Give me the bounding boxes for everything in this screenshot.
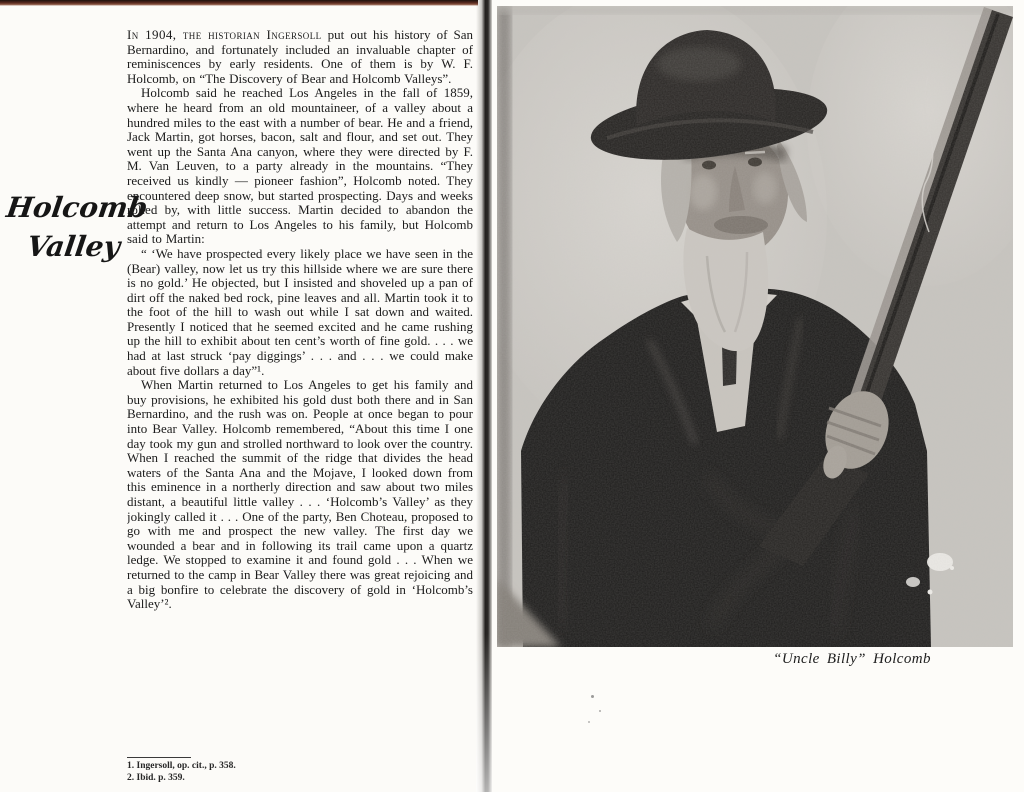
page-top-edge (0, 0, 478, 6)
dust-speck (591, 695, 594, 698)
paragraph-2: Holcomb said he reached Los Angeles in the fall of 1859, where he heard from an old mountaineer, of a valley about a hundred miles to the east with a number of bear. He and a friend, Jack Martin, got horses, bacon, salt and flour, and set out. They went up the Santa Ana canyon, where they were directed by F. M. Van Leuven, to a party already in the mountains. “They received us kindly — pioneer fashion”, Holcomb noted. They encountered deep snow, but started prospecting. Days and weeks rolled by, with little success. Martin decided to abandon the attempt and return to Los Angeles to his family, but Holcomb said to Martin: (127, 85, 473, 247)
footnote-1: 1. Ingersoll, op. cit., p. 358. (127, 761, 236, 771)
paragraph-3: “ ‘We have prospected every likely place we have seen in the (Bear) valley, now let us try this hillside where we are sure there is no gold.’ He objected, but I insisted and shoveled up a pan of dirt off the naked bed rock, pine leaves and all. Martin took it to the foot of the hill to wash out while I sat down and waited. Presently I noticed that he seemed excited and he came rushing up the hill to exhibit about ten cent’s worth of fine gold. . . . we had at last struck ‘pay diggings’ . . . and . . . we could make about five dollars a day”¹. (127, 245, 473, 378)
paragraph-1 (127, 28, 473, 86)
footnotes (127, 757, 473, 784)
left-page (0, 0, 492, 792)
uncle-billy-holcomb-photo (497, 6, 1013, 647)
chapter-title (0, 188, 150, 266)
paragraph-1-lead: In 1904, the historian Ingersoll (127, 28, 322, 42)
portrait-photo-art (497, 6, 1013, 647)
dust-speck (599, 710, 601, 712)
footnote-rule (127, 757, 191, 758)
right-page (492, 0, 1024, 792)
chapter-title-line2: Valley (24, 230, 123, 263)
dust-speck (588, 721, 590, 723)
chapter-title-line1: Holcomb (4, 191, 150, 224)
body-text (127, 28, 473, 756)
paragraph-1-rest: put out his history of San Bernardino, and fortunately included an invaluable chapter of reminiscences by early residents. One of them is by W. F. Holcomb, on “The Discovery of Bear and Holcomb Valleys”. (127, 28, 473, 86)
paragraph-4: When Martin returned to Los Angeles to get his family and buy provisions, he exhibited his gold dust both there and in San Bernardino, and the rush was on. People at once began to pour into Bear Valley. Holcomb remembered, “About this time I one day took my gun and strolled northward to look over the country. When I reached the summit of the ridge that divides the head waters of the Santa Ana and the Mojave, I looked down from this eminence in a northerly direction and saw about two miles distant, a beautiful little valley . . . ‘Holcomb’s Valley’ as they jokingly called it . . . One of the party, Ben Choteau, proposed to go with me and prospect the new valley. The first day we wounded a bear and in following its trail came upon a quartz ledge. We stopped to examine it and found gold . . . When we returned to the camp in Bear Valley there was great rejoicing and a big bonfire to celebrate the discovery of gold in ‘Holcomb’s Valley’². (127, 377, 473, 612)
footnote-2: 2. Ibid. p. 359. (127, 772, 185, 783)
photo-caption: “Uncle Billy” Holcomb (773, 651, 931, 667)
